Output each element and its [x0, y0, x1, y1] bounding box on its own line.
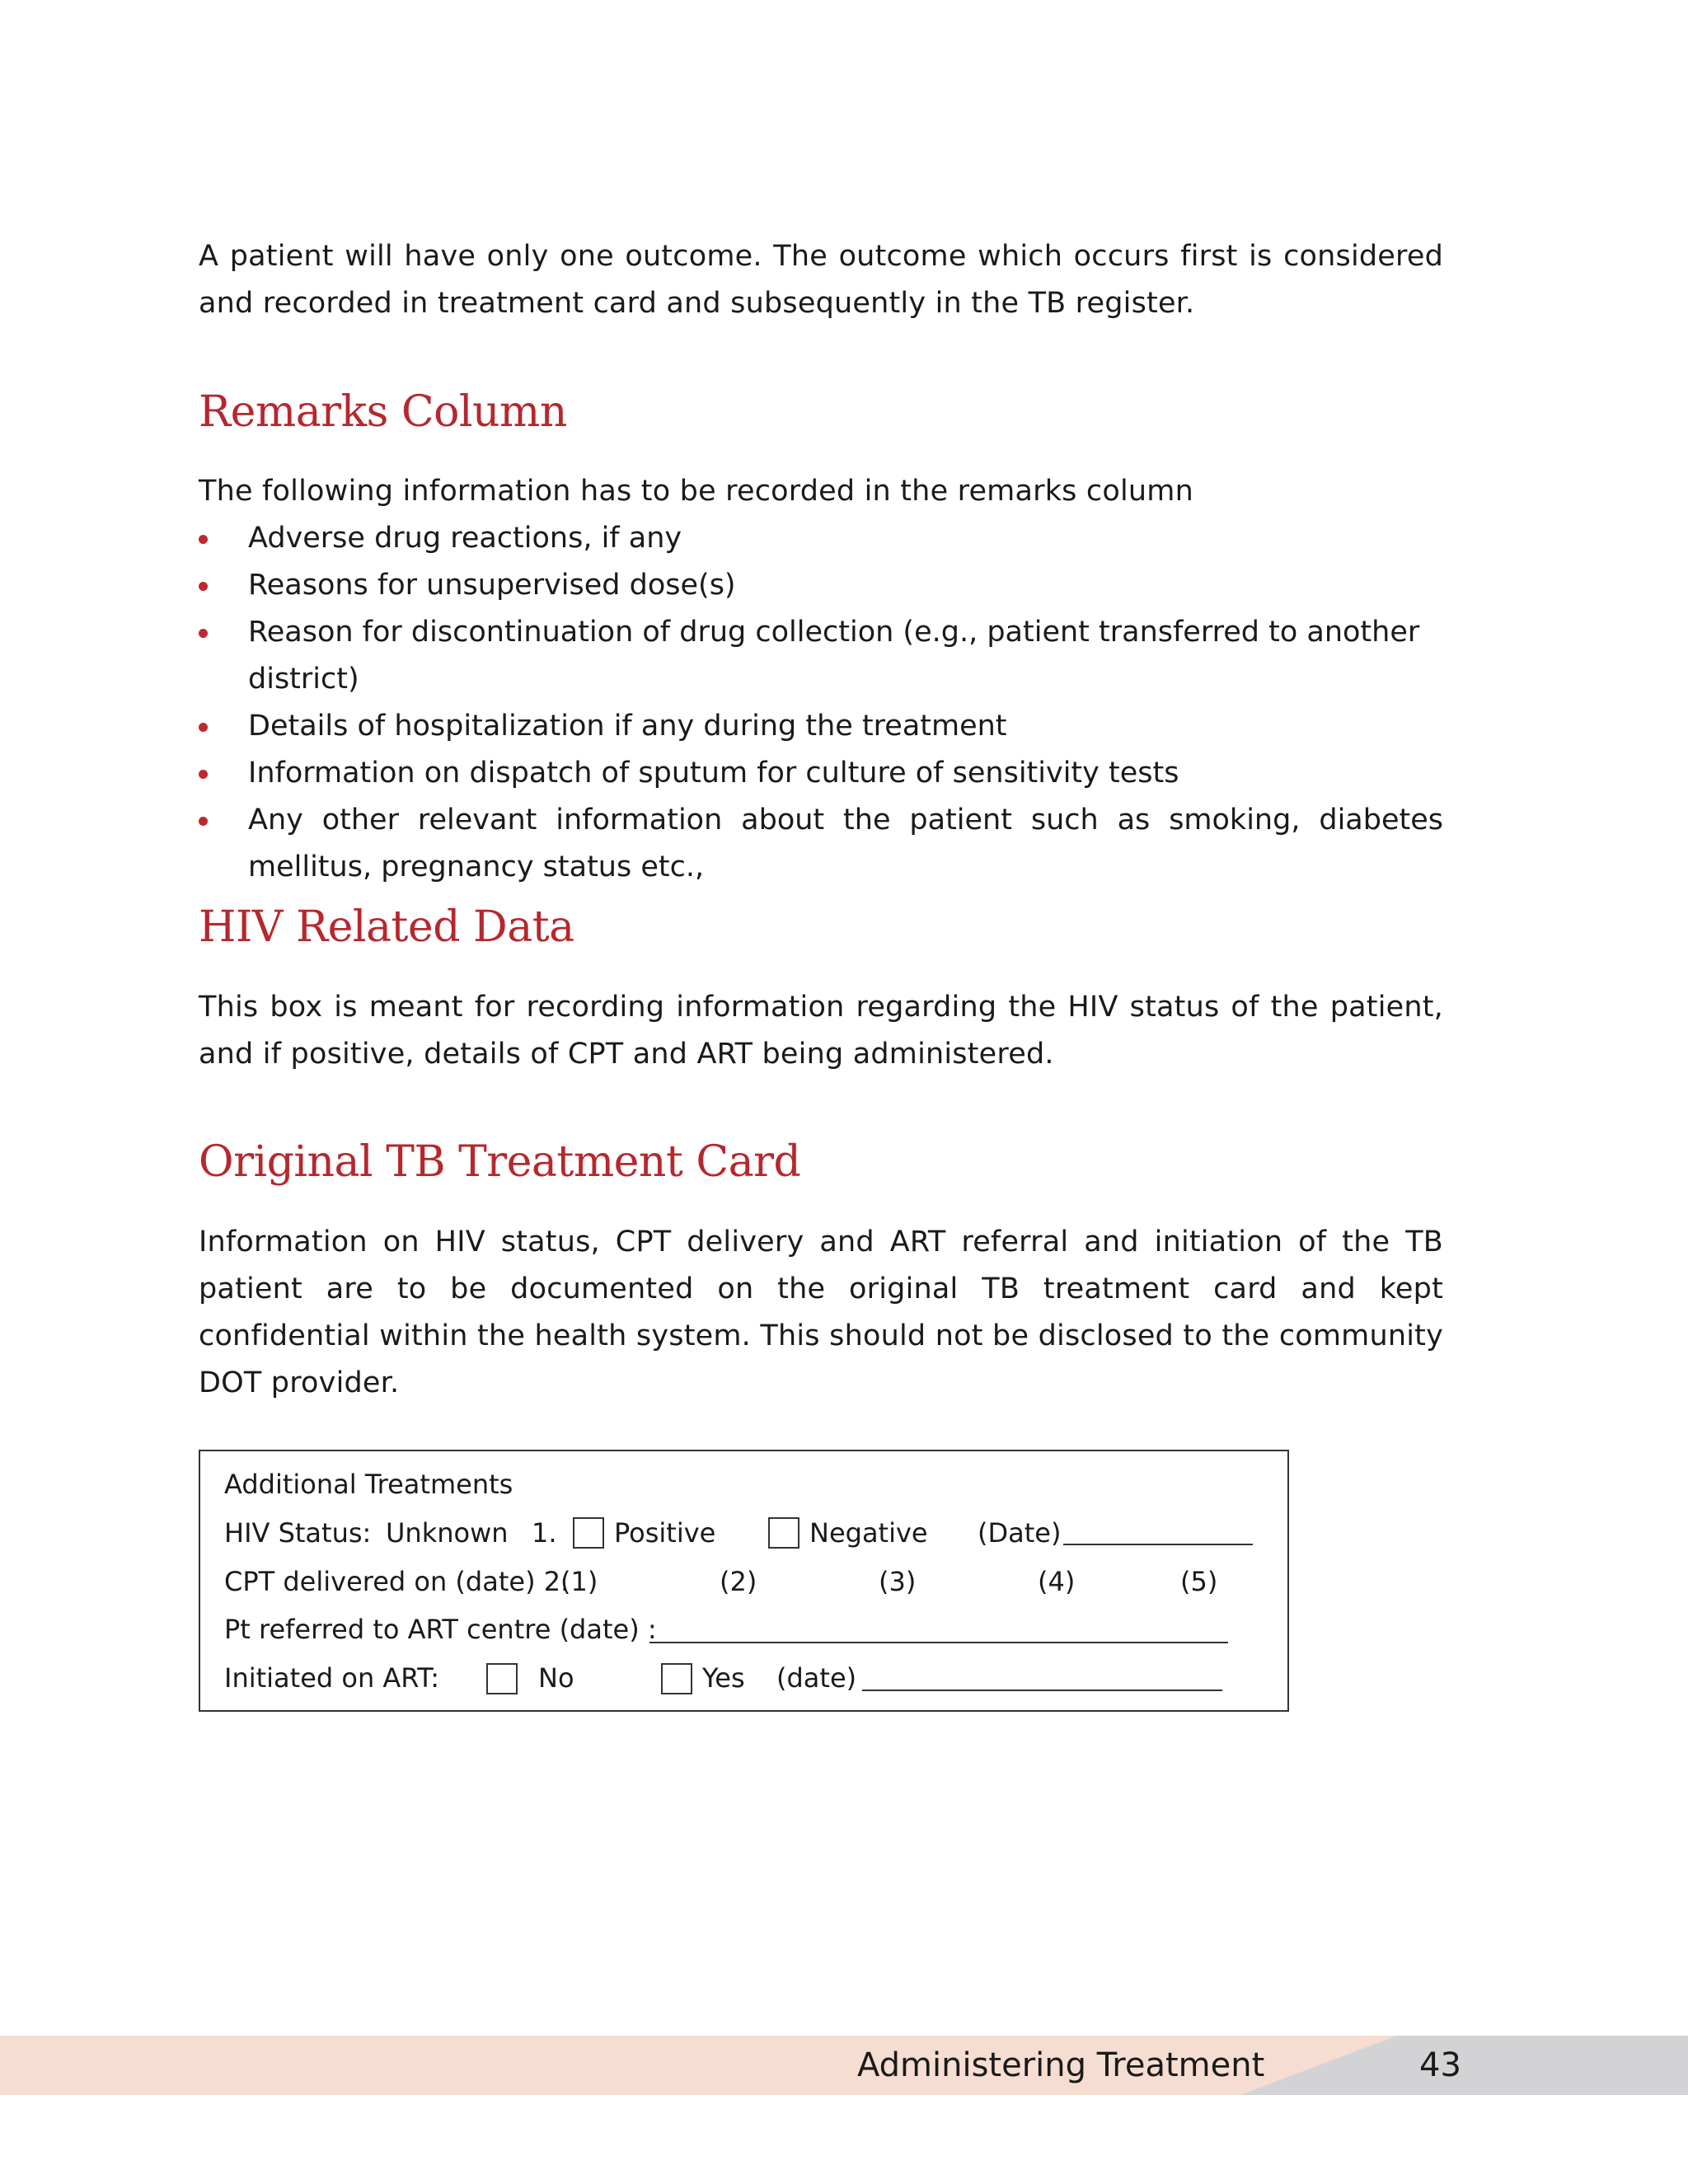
bullet-icon: [199, 770, 208, 779]
bullet-icon: [199, 629, 208, 638]
art-referred-label: Pt referred to ART centre (date) :: [224, 1614, 657, 1645]
bullet-icon: [199, 817, 208, 826]
negative-checkbox[interactable]: [768, 1517, 799, 1549]
list-item-text: Details of hospitalization if any during the treatment: [248, 710, 1007, 743]
list-item-text: Any other relevant information about the patient such as smoking, diabetes mellitus, pregnancy status etc.,: [248, 804, 1443, 883]
hiv-paragraph: This box is meant for recording information regarding the HIV status of the patient, and if positive, details of CPT and ART being administered.: [199, 991, 1443, 1071]
cpt-slot-1: (1): [560, 1566, 598, 1597]
initiated-art-label: Initiated on ART:: [224, 1662, 440, 1694]
original-card-heading: Original TB Treatment Card: [199, 1137, 801, 1187]
hiv-date-field[interactable]: [1063, 1544, 1253, 1545]
list-item-text: Reason for discontinuation of drug collection (e.g., patient transferred to another district): [248, 616, 1420, 696]
art-date-label: (date): [776, 1662, 857, 1694]
hiv-unknown-label: Unknown: [386, 1517, 509, 1549]
cpt-slot-4: (4): [1038, 1566, 1076, 1597]
remarks-list: [199, 515, 1443, 891]
cpt-slot-2: (2): [720, 1566, 757, 1597]
bullet-icon: [199, 535, 208, 544]
positive-label: Positive: [614, 1517, 716, 1549]
form-title: Additional Treatments: [224, 1469, 513, 1500]
page-number: 43: [1419, 2046, 1461, 2084]
art-referred-date-field[interactable]: [649, 1642, 1228, 1643]
art-yes-label: Yes: [702, 1662, 745, 1694]
remarks-heading: Remarks Column: [199, 387, 567, 437]
negative-label: Negative: [809, 1517, 928, 1549]
art-yes-checkbox[interactable]: [661, 1663, 692, 1694]
footer-section-title: Administering Treatment: [857, 2046, 1265, 2084]
hiv-option-number: 1.: [532, 1517, 557, 1549]
hiv-date-label: (Date): [978, 1517, 1062, 1549]
hiv-heading: HIV Related Data: [199, 902, 574, 952]
cpt-slot-5: (5): [1180, 1566, 1218, 1597]
list-item: [199, 515, 1443, 562]
art-no-label: No: [538, 1662, 574, 1694]
list-item: [199, 797, 1443, 891]
list-item: [199, 703, 1443, 750]
list-item-text: Adverse drug reactions, if any: [248, 522, 682, 555]
positive-checkbox[interactable]: [573, 1517, 604, 1549]
list-item-text: Reasons for unsupervised dose(s): [248, 569, 736, 602]
intro-paragraph: A patient will have only one outcome. The outcome which occurs first is considered and recorded in treatment card and subsequently in the TB register.: [199, 240, 1443, 320]
original-card-paragraph: Information on HIV status, CPT delivery and ART referral and initiation of the TB patient are to be documented on the original TB treatment card and kept confidential within the health system. This should not be disclosed to the community DOT provider.: [199, 1226, 1443, 1399]
bullet-icon: [199, 723, 208, 732]
list-item: [199, 562, 1443, 609]
list-item-text: Information on dispatch of sputum for culture of sensitivity tests: [248, 757, 1179, 790]
art-no-checkbox[interactable]: [486, 1663, 518, 1694]
cpt-label: CPT delivered on (date) 2.: [224, 1566, 570, 1597]
art-date-field[interactable]: [862, 1690, 1222, 1691]
additional-treatments-form: [199, 1450, 1289, 1712]
remarks-lead: The following information has to be recorded in the remarks column: [199, 475, 1193, 508]
footer-grey-wedge: [1240, 2036, 1688, 2095]
cpt-slot-3: (3): [879, 1566, 917, 1597]
list-item: [199, 750, 1443, 797]
hiv-status-label: HIV Status:: [224, 1517, 372, 1549]
bullet-icon: [199, 582, 208, 591]
list-item: [199, 609, 1443, 703]
